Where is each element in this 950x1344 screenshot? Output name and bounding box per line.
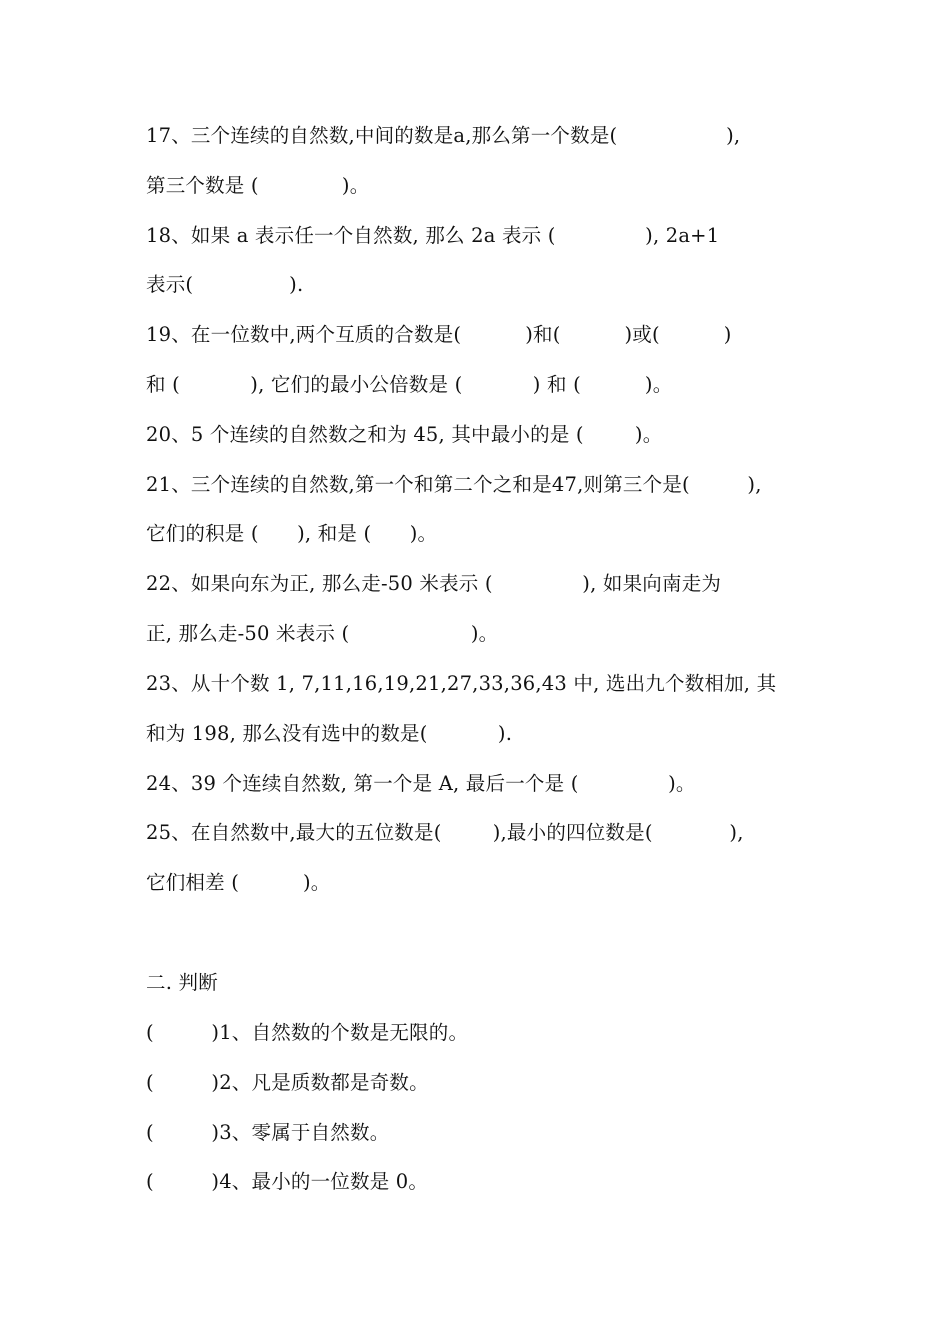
question-22-line-1: 22、如果向东为正, 那么走-50 米表示 ( ), 如果向南走为 <box>146 572 722 595</box>
question-19-line-2: 和 ( ), 它们的最小公倍数是 ( ) 和 ( )。 <box>146 373 673 396</box>
judgment-item-1: ( )1、自然数的个数是无限的。 <box>146 1021 469 1044</box>
question-18-line-2: 表示( ). <box>146 273 304 296</box>
question-18-line-1: 18、如果 a 表示任一个自然数, 那么 2a 表示 ( ), 2a+1 <box>146 224 720 247</box>
question-25-line-1: 25、在自然数中,最大的五位数是( ),最小的四位数是( ), <box>146 821 744 844</box>
judgment-item-3: ( )3、零属于自然数。 <box>146 1121 390 1144</box>
question-17-line-1: 17、三个连续的自然数,中间的数是a,那么第一个数是( ), <box>146 124 741 147</box>
question-23-line-2: 和为 198, 那么没有选中的数是( ). <box>146 722 513 745</box>
question-25-line-2: 它们相差 ( )。 <box>146 871 331 894</box>
question-23-line-1: 23、从十个数 1, 7,11,16,19,21,27,33,36,43 中, 选出九个数相加, 其 <box>146 672 777 695</box>
question-22-line-2: 正, 那么走-50 米表示 ( )。 <box>146 622 499 645</box>
question-19-line-1: 19、在一位数中,两个互质的合数是( )和( )或( ) <box>146 323 732 346</box>
question-17-line-2: 第三个数是 ( )。 <box>146 174 370 197</box>
question-24-line-1: 24、39 个连续自然数, 第一个是 A, 最后一个是 ( )。 <box>146 772 696 795</box>
judgment-item-4: ( )4、最小的一位数是 0。 <box>146 1170 429 1193</box>
section-2-heading: 二. 判断 <box>146 971 218 994</box>
question-21-line-1: 21、三个连续的自然数,第一个和第二个之和是47,则第三个是( ), <box>146 473 762 496</box>
question-20-line-1: 20、5 个连续的自然数之和为 45, 其中最小的是 ( )。 <box>146 423 663 446</box>
question-21-line-2: 它们的积是 ( ), 和是 ( )。 <box>146 522 438 545</box>
judgment-item-2: ( )2、凡是质数都是奇数。 <box>146 1071 429 1094</box>
